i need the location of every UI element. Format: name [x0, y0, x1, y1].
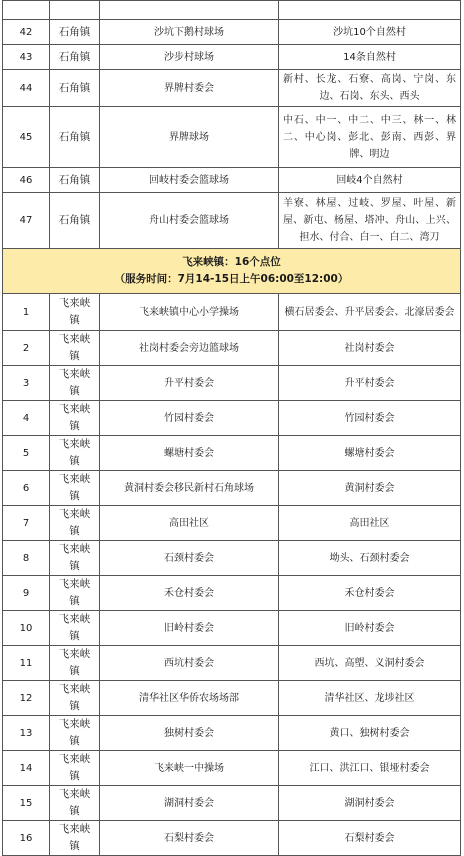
section-header — [3, 249, 461, 294]
table-row — [3, 611, 461, 646]
cell-empty — [50, 1, 100, 20]
table-row — [3, 751, 461, 786]
served-villages: 黄口、独树村委会 — [279, 716, 461, 751]
site-name: 禾仓村委会 — [100, 576, 279, 611]
town-name: 飞来峡镇 — [50, 611, 100, 646]
town-name: 石角镇 — [50, 20, 100, 45]
site-name: 独树村委会 — [100, 716, 279, 751]
site-name: 高田社区 — [100, 506, 279, 541]
town-name: 石角镇 — [50, 107, 100, 168]
site-name: 沙坑下鹅村球场 — [100, 20, 279, 45]
table-row — [3, 681, 461, 716]
section-title: 飞来峡镇：16个点位 — [182, 256, 281, 268]
row-number: 8 — [3, 541, 50, 576]
row-number: 1 — [3, 294, 50, 331]
town-name: 飞来峡镇 — [50, 786, 100, 821]
row-number: 46 — [3, 168, 50, 193]
row-number: 3 — [3, 366, 50, 401]
row-number: 7 — [3, 506, 50, 541]
served-villages: 螺塘村委会 — [279, 436, 461, 471]
row-number: 43 — [3, 45, 50, 70]
site-name: 石颈村委会 — [100, 541, 279, 576]
row-number: 47 — [3, 193, 50, 249]
site-name: 石梨村委会 — [100, 821, 279, 856]
row-number: 10 — [3, 611, 50, 646]
site-name: 界牌村委会 — [100, 70, 279, 107]
served-villages: 清华社区、龙埗社区 — [279, 681, 461, 716]
site-name: 湖洞村委会 — [100, 786, 279, 821]
town-name: 石角镇 — [50, 168, 100, 193]
served-villages: 坳头、石颈村委会 — [279, 541, 461, 576]
served-villages: 中石、中一、中二、中三、林一、林二、中心岗、彭北、彭南、西彭、界牌、明边 — [279, 107, 461, 168]
table-row — [3, 821, 461, 856]
table-row — [3, 786, 461, 821]
town-name: 飞来峡镇 — [50, 401, 100, 436]
served-villages: 羊寮、林屋、过岐、罗屋、叶屋、新屋、新屯、杨屋、塔冲、舟山、上兴、担水、付合、白一、白二、湾刀 — [279, 193, 461, 249]
row-number: 9 — [3, 576, 50, 611]
row-number: 15 — [3, 786, 50, 821]
served-villages: 14条自然村 — [279, 45, 461, 70]
table-row — [3, 331, 461, 366]
town-name: 石角镇 — [50, 45, 100, 70]
table-row — [3, 541, 461, 576]
town-name: 飞来峡镇 — [50, 646, 100, 681]
town-name: 飞来峡镇 — [50, 436, 100, 471]
table-row — [3, 20, 461, 45]
site-name: 螺塘村委会 — [100, 436, 279, 471]
served-villages: 高田社区 — [279, 506, 461, 541]
table-row — [3, 107, 461, 168]
row-number: 5 — [3, 436, 50, 471]
served-villages: 升平村委会 — [279, 366, 461, 401]
table-row — [3, 193, 461, 249]
table-row — [3, 716, 461, 751]
row-number: 6 — [3, 471, 50, 506]
table-row — [3, 436, 461, 471]
row-number: 16 — [3, 821, 50, 856]
served-villages: 西坑、高塱、义洞村委会 — [279, 646, 461, 681]
served-villages: 竹园村委会 — [279, 401, 461, 436]
table-row-cut — [3, 1, 461, 20]
site-name: 西坑村委会 — [100, 646, 279, 681]
served-villages: 新村、长龙、石寮、高岗、宁岗、东边、石岗、东头、西头 — [279, 70, 461, 107]
served-villages: 社岗村委会 — [279, 331, 461, 366]
row-number: 11 — [3, 646, 50, 681]
town-name: 飞来峡镇 — [50, 331, 100, 366]
site-name: 沙步村球场 — [100, 45, 279, 70]
site-name: 黄洞村委会移民新村石角球场 — [100, 471, 279, 506]
served-villages: 横石居委会、升平居委会、北濠居委会 — [279, 294, 461, 331]
table-row — [3, 401, 461, 436]
served-villages: 江口、洪江口、银垭村委会 — [279, 751, 461, 786]
site-name: 旧岭村委会 — [100, 611, 279, 646]
town-name: 飞来峡镇 — [50, 821, 100, 856]
site-name: 飞来峡一中操场 — [100, 751, 279, 786]
served-villages: 石梨村委会 — [279, 821, 461, 856]
site-name: 清华社区华侨农场场部 — [100, 681, 279, 716]
town-name: 飞来峡镇 — [50, 294, 100, 331]
section-subtitle: （服务时间：7月14-15日上午06:00至12:00） — [114, 273, 349, 285]
table-row — [3, 576, 461, 611]
row-number: 44 — [3, 70, 50, 107]
town-name: 石角镇 — [50, 70, 100, 107]
table-row — [3, 506, 461, 541]
row-number: 13 — [3, 716, 50, 751]
table-row — [3, 168, 461, 193]
town-name: 飞来峡镇 — [50, 506, 100, 541]
town-name: 飞来峡镇 — [50, 366, 100, 401]
town-name: 飞来峡镇 — [50, 716, 100, 751]
town-name: 石角镇 — [50, 193, 100, 249]
table-row — [3, 366, 461, 401]
cell-empty — [3, 1, 50, 20]
site-name: 竹园村委会 — [100, 401, 279, 436]
site-name: 飞来峡镇中心小学操场 — [100, 294, 279, 331]
table-row — [3, 45, 461, 70]
town-name: 飞来峡镇 — [50, 681, 100, 716]
site-name: 舟山村委会篮球场 — [100, 193, 279, 249]
served-villages: 沙坑10个自然村 — [279, 20, 461, 45]
row-number: 42 — [3, 20, 50, 45]
row-number: 4 — [3, 401, 50, 436]
site-name: 社岗村委会旁边篮球场 — [100, 331, 279, 366]
served-villages: 黄洞村委会 — [279, 471, 461, 506]
town-name: 飞来峡镇 — [50, 751, 100, 786]
table-row — [3, 294, 461, 331]
town-name: 飞来峡镇 — [50, 471, 100, 506]
town-name: 飞来峡镇 — [50, 576, 100, 611]
row-number: 12 — [3, 681, 50, 716]
site-name: 界牌球场 — [100, 107, 279, 168]
section-header-row — [3, 249, 461, 294]
table-row — [3, 471, 461, 506]
row-number: 2 — [3, 331, 50, 366]
served-villages: 回岐4个自然村 — [279, 168, 461, 193]
row-number: 14 — [3, 751, 50, 786]
cell-empty — [279, 1, 461, 20]
served-villages: 禾仓村委会 — [279, 576, 461, 611]
served-villages: 湖洞村委会 — [279, 786, 461, 821]
town-name: 飞来峡镇 — [50, 541, 100, 576]
site-name: 回岐村委会篮球场 — [100, 168, 279, 193]
served-villages: 旧岭村委会 — [279, 611, 461, 646]
row-number: 45 — [3, 107, 50, 168]
site-name: 升平村委会 — [100, 366, 279, 401]
locations-table-body — [3, 1, 461, 856]
table-row — [3, 70, 461, 107]
table-row — [3, 646, 461, 681]
cell-empty — [100, 1, 279, 20]
